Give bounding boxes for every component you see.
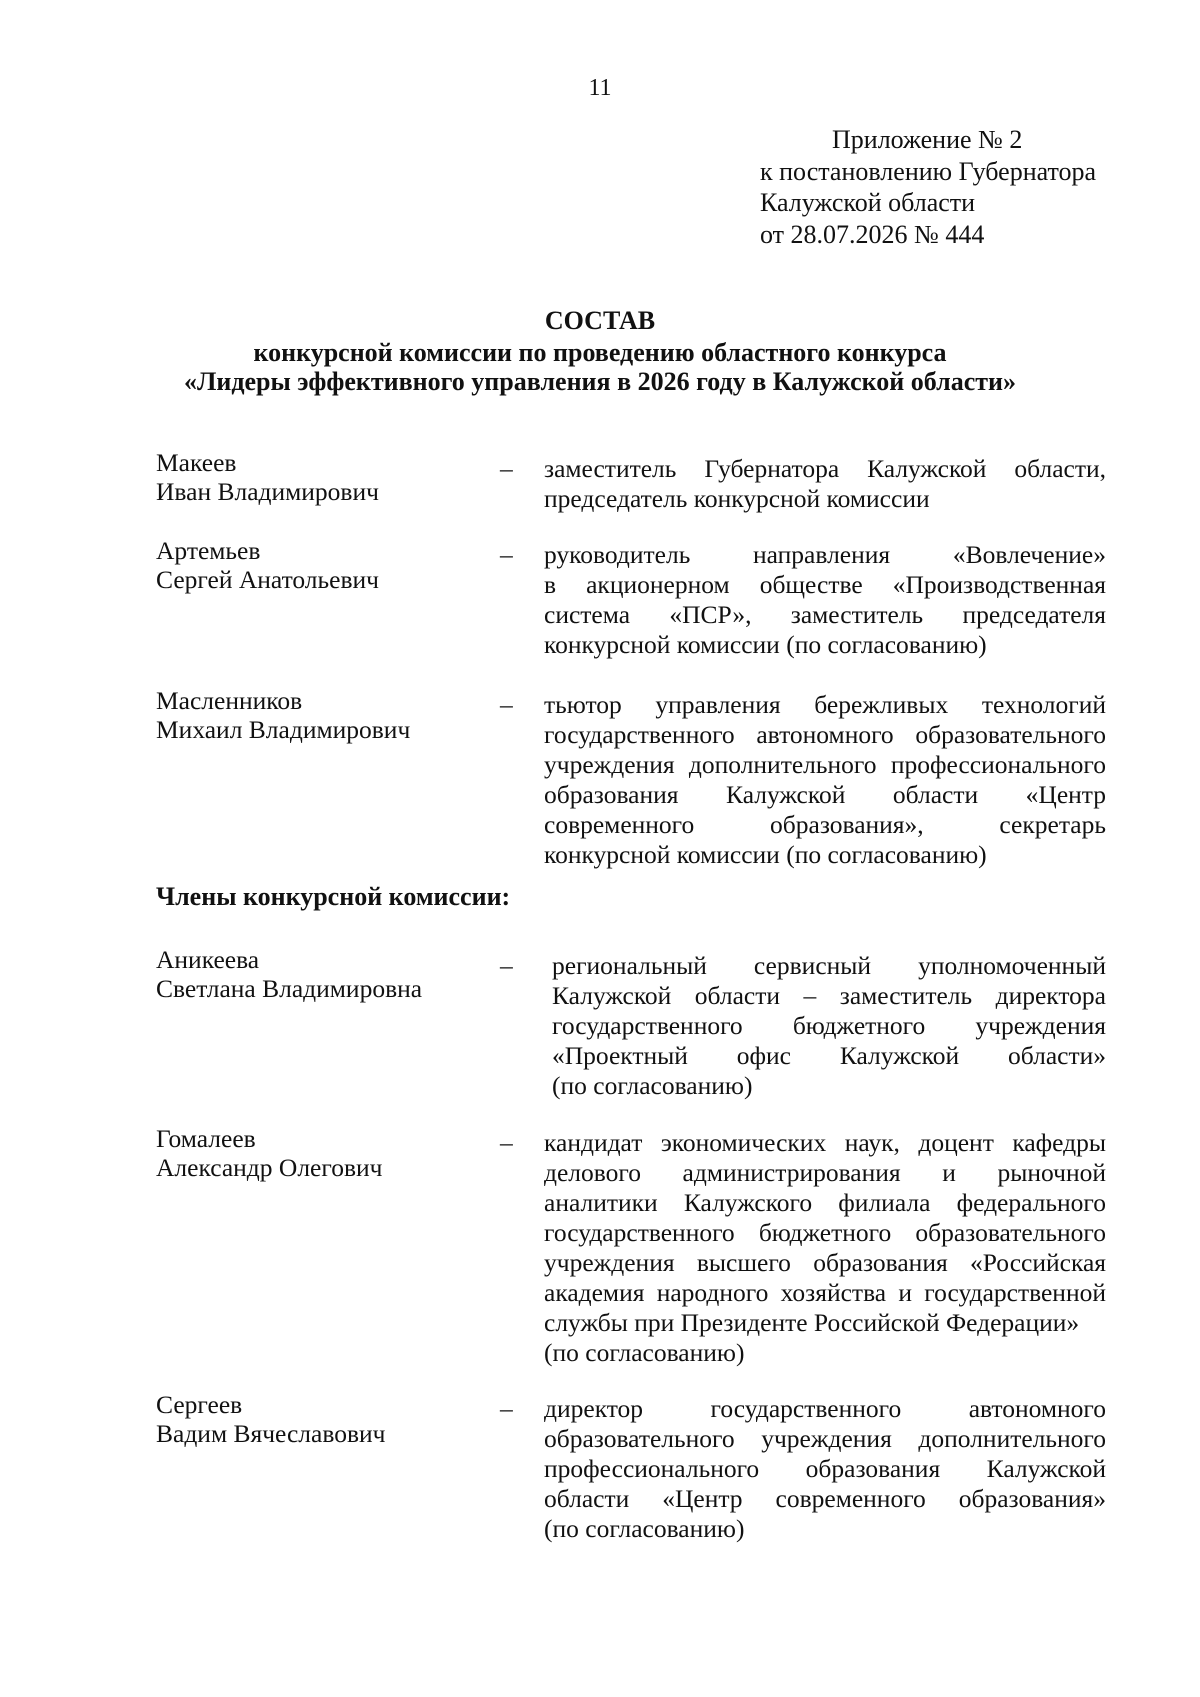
person-name — [156, 945, 496, 1003]
title-subtitle-line: «Лидеры эффективного управления в 2026 году в Калужской области» — [183, 367, 1016, 396]
dash-separator: – — [500, 1394, 513, 1423]
person-role — [552, 951, 1106, 1101]
person-name — [156, 1124, 496, 1182]
role-line: образовательного учреждения дополнительного — [544, 1424, 1106, 1453]
role-line: делового администрирования и рыночной — [544, 1158, 1106, 1187]
appendix-line: Приложение № 2 — [832, 125, 1023, 154]
person-name — [156, 1390, 496, 1448]
person-given-names: Сергей Анатольевич — [156, 565, 379, 594]
appendix-reference — [760, 124, 1140, 250]
role-line: (по согласованию) — [544, 1338, 745, 1367]
role-line: академия народного хозяйства и государственной — [544, 1278, 1106, 1307]
dash-separator: – — [500, 454, 513, 483]
person-surname: Сергеев — [156, 1390, 243, 1419]
role-line: области «Центр современного образования» — [544, 1484, 1106, 1513]
person-given-names: Михаил Владимирович — [156, 715, 411, 744]
role-line: государственного бюджетного учреждения — [552, 1011, 1106, 1040]
role-line: учреждения дополнительного профессионального — [544, 750, 1106, 779]
role-line: образования Калужской области «Центр — [544, 780, 1106, 809]
appendix-line: к постановлению Губернатора — [760, 156, 1097, 186]
role-line: конкурсной комиссии (по согласованию) — [544, 840, 987, 869]
role-line: заместитель Губернатора Калужской области, — [544, 454, 1106, 483]
role-line: в акционерном обществе «Производственная — [544, 570, 1106, 599]
members-heading: Члены конкурсной комиссии: — [156, 882, 511, 911]
document-title — [0, 306, 1200, 396]
appendix-line: от 28.07.2026 № 444 — [760, 219, 985, 249]
person-given-names: Светлана Владимировна — [156, 974, 423, 1003]
role-line: государственного бюджетного образовательного — [544, 1218, 1106, 1247]
person-name — [156, 686, 496, 744]
role-line: современного образования», секретарь — [544, 810, 1106, 839]
role-line: директор государственного автономного — [544, 1394, 1106, 1423]
role-line: профессионального образования Калужской — [544, 1454, 1106, 1483]
role-line: кандидат экономических наук, доцент кафедры — [544, 1128, 1106, 1157]
role-line: Калужской области – заместитель директора — [552, 981, 1106, 1010]
dash-separator: – — [500, 540, 513, 569]
person-role — [544, 1394, 1106, 1544]
role-line: «Проектный офис Калужской области» — [552, 1041, 1106, 1070]
person-role — [544, 540, 1106, 660]
person-surname: Артемьев — [156, 536, 261, 565]
role-line: тьютор управления бережливых технологий — [544, 690, 1106, 719]
role-line: председатель конкурсной комиссии — [544, 484, 930, 513]
person-given-names: Иван Владимирович — [156, 477, 379, 506]
role-line: (по согласованию) — [552, 1071, 753, 1100]
title-subtitle-line: конкурсной комиссии по проведению областного конкурса — [253, 338, 947, 367]
person-name — [156, 448, 496, 506]
person-surname: Макеев — [156, 448, 237, 477]
role-line: учреждения высшего образования «Российская — [544, 1248, 1106, 1277]
role-line: система «ПСР», заместитель председателя — [544, 600, 1106, 629]
person-role — [544, 454, 1106, 514]
dash-separator: – — [500, 1128, 513, 1157]
role-line: (по согласованию) — [544, 1514, 745, 1543]
dash-separator: – — [500, 690, 513, 719]
person-name — [156, 536, 496, 594]
role-line: руководитель направления «Вовлечение» — [544, 540, 1106, 569]
role-line: конкурсной комиссии (по согласованию) — [544, 630, 987, 659]
title-heading: СОСТАВ — [544, 306, 656, 335]
person-role — [544, 690, 1106, 870]
role-line: аналитики Калужского филиала федерального — [544, 1188, 1106, 1217]
dash-separator: – — [500, 951, 513, 980]
page-number: 11 — [588, 75, 612, 101]
role-line: службы при Президенте Российской Федерации» — [544, 1308, 1080, 1337]
person-surname: Аникеева — [156, 945, 260, 974]
person-surname: Масленников — [156, 686, 303, 715]
appendix-line: Калужской области — [760, 188, 976, 217]
person-surname: Гомалеев — [156, 1124, 256, 1153]
role-line: государственного автономного образовательного — [544, 720, 1106, 749]
person-given-names: Вадим Вячеславович — [156, 1419, 386, 1448]
person-given-names: Александр Олегович — [156, 1153, 383, 1182]
person-role — [544, 1128, 1106, 1368]
role-line: региональный сервисный уполномоченный — [552, 951, 1106, 980]
